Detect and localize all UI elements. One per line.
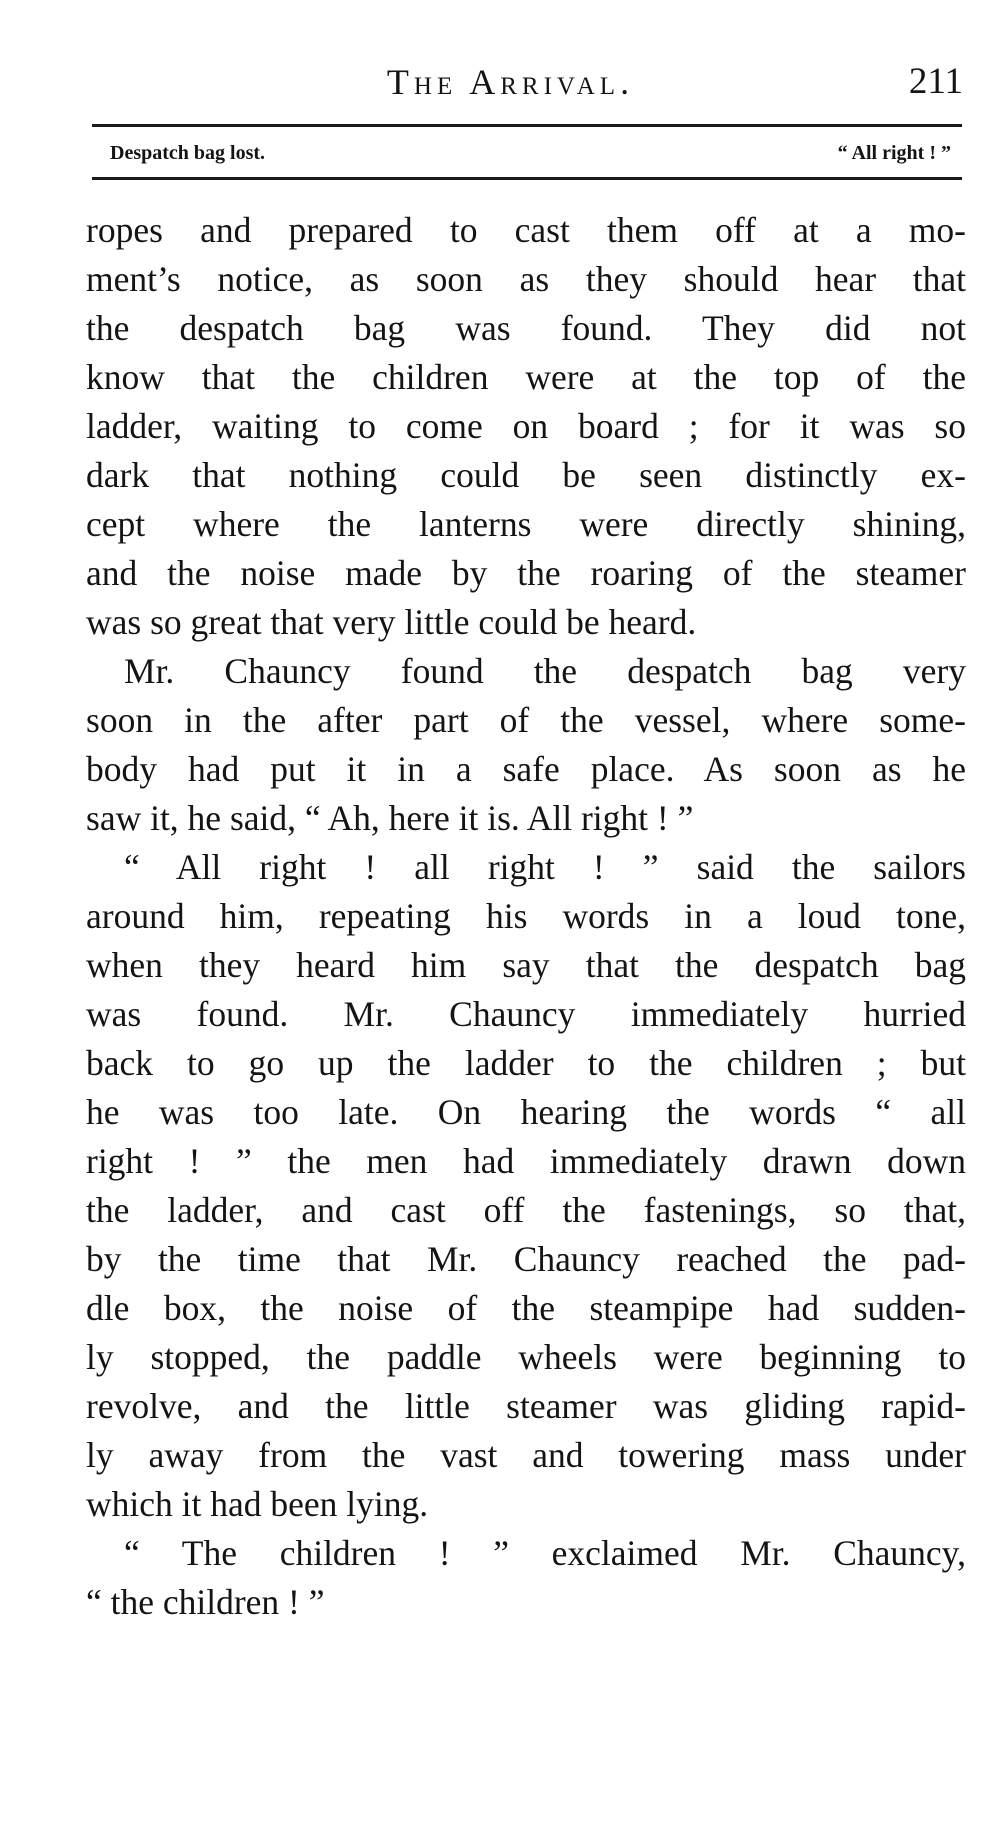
page-headline: [110, 139, 951, 167]
text-line: he was too late. On hearing the words “ all: [86, 1092, 966, 1132]
text-line: back to go up the ladder to the children ; but: [86, 1043, 966, 1083]
text-line: ly away from the vast and towering mass under: [86, 1435, 966, 1475]
text-line: soon in the after part of the vessel, where some-: [86, 700, 966, 740]
text-line: when they heard him say that the despatch bag: [86, 945, 966, 985]
text-line: ropes and prepared to cast them off at a mo-: [86, 210, 966, 250]
text-line: dle box, the noise of the steampipe had sudden-: [86, 1288, 966, 1328]
text-line: saw it, he said, “ Ah, here it is. All right ! ”: [86, 798, 694, 838]
text-line: which it had been lying.: [86, 1484, 429, 1524]
headline-right: “ All right ! ”: [837, 142, 951, 164]
text-line: the despatch bag was found. They did not: [86, 308, 966, 348]
text-line: “ The children ! ” exclaimed Mr. Chauncy,: [124, 1533, 966, 1573]
body-text: [86, 206, 966, 1627]
text-line: “ All right ! all right ! ” said the sailors: [124, 847, 966, 887]
text-line: right ! ” the men had immediately drawn down: [86, 1141, 966, 1181]
text-line: body had put it in a safe place. As soon as he: [86, 749, 966, 789]
text-line: around him, repeating his words in a loud tone,: [86, 896, 966, 936]
header-rule-top: [92, 124, 962, 127]
text-line: and the noise made by the roaring of the steamer: [86, 553, 966, 593]
text-line: dark that nothing could be seen distinctly ex-: [86, 455, 966, 495]
text-line: ment’s notice, as soon as they should hear that: [86, 259, 966, 299]
page-number: 211: [908, 61, 963, 102]
header-rule-bottom: [92, 177, 962, 180]
text-line: know that the children were at the top of the: [86, 357, 966, 397]
text-line: ladder, waiting to come on board ; for it was so: [86, 406, 966, 446]
text-line: by the time that Mr. Chauncy reached the pad-: [86, 1239, 966, 1279]
text-line: the ladder, and cast off the fastenings, so that,: [86, 1190, 966, 1230]
text-line: “ the children ! ”: [86, 1582, 325, 1622]
text-line: Mr. Chauncy found the despatch bag very: [124, 651, 966, 691]
text-line: cept where the lanterns were directly shining,: [86, 504, 966, 544]
text-line: ly stopped, the paddle wheels were beginning to: [86, 1337, 966, 1377]
chapter-title: The Arrival.: [386, 62, 635, 102]
running-head: [88, 58, 963, 106]
text-line: was found. Mr. Chauncy immediately hurried: [86, 994, 966, 1034]
text-line: was so great that very little could be heard.: [86, 602, 697, 642]
headline-left: Despatch bag lost.: [110, 142, 266, 164]
text-line: revolve, and the little steamer was gliding rapid-: [86, 1386, 966, 1426]
